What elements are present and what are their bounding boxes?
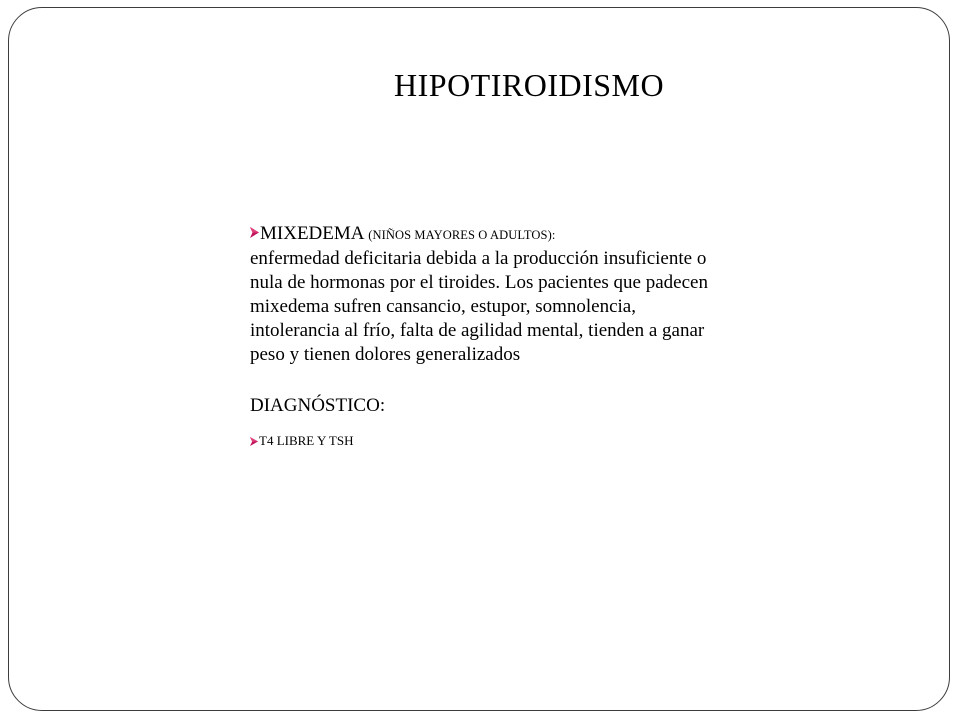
slide-body bbox=[250, 222, 720, 450]
arrow-bullet-icon bbox=[250, 227, 259, 238]
bullet-item-test bbox=[250, 432, 720, 450]
bullet-description: enfermedad deficitaria debida a la producción insuficiente o nula de hormonas por el tiroides. Los pacientes que padecen mixedema sufren cansancio, estupor, somnolencia, intolerancia al frío, falta de agilidad mental, tienden a ganar peso y tienen dolores generalizados bbox=[250, 248, 708, 365]
slide-title: HIPOTIROIDISMO bbox=[394, 67, 665, 103]
bullet-item-mixedema bbox=[250, 222, 720, 367]
arrow-bullet-icon bbox=[250, 437, 258, 446]
diagnostic-label: DIAGNÓSTICO: bbox=[250, 395, 386, 416]
bullet-lead-qualifier: (NIÑOS MAYORES O ADULTOS): bbox=[368, 228, 556, 242]
test-item-text: T4 LIBRE Y TSH bbox=[259, 433, 354, 448]
bullet-lead-term: MIXEDEMA bbox=[260, 223, 369, 244]
bullet-lead-line bbox=[250, 222, 720, 247]
